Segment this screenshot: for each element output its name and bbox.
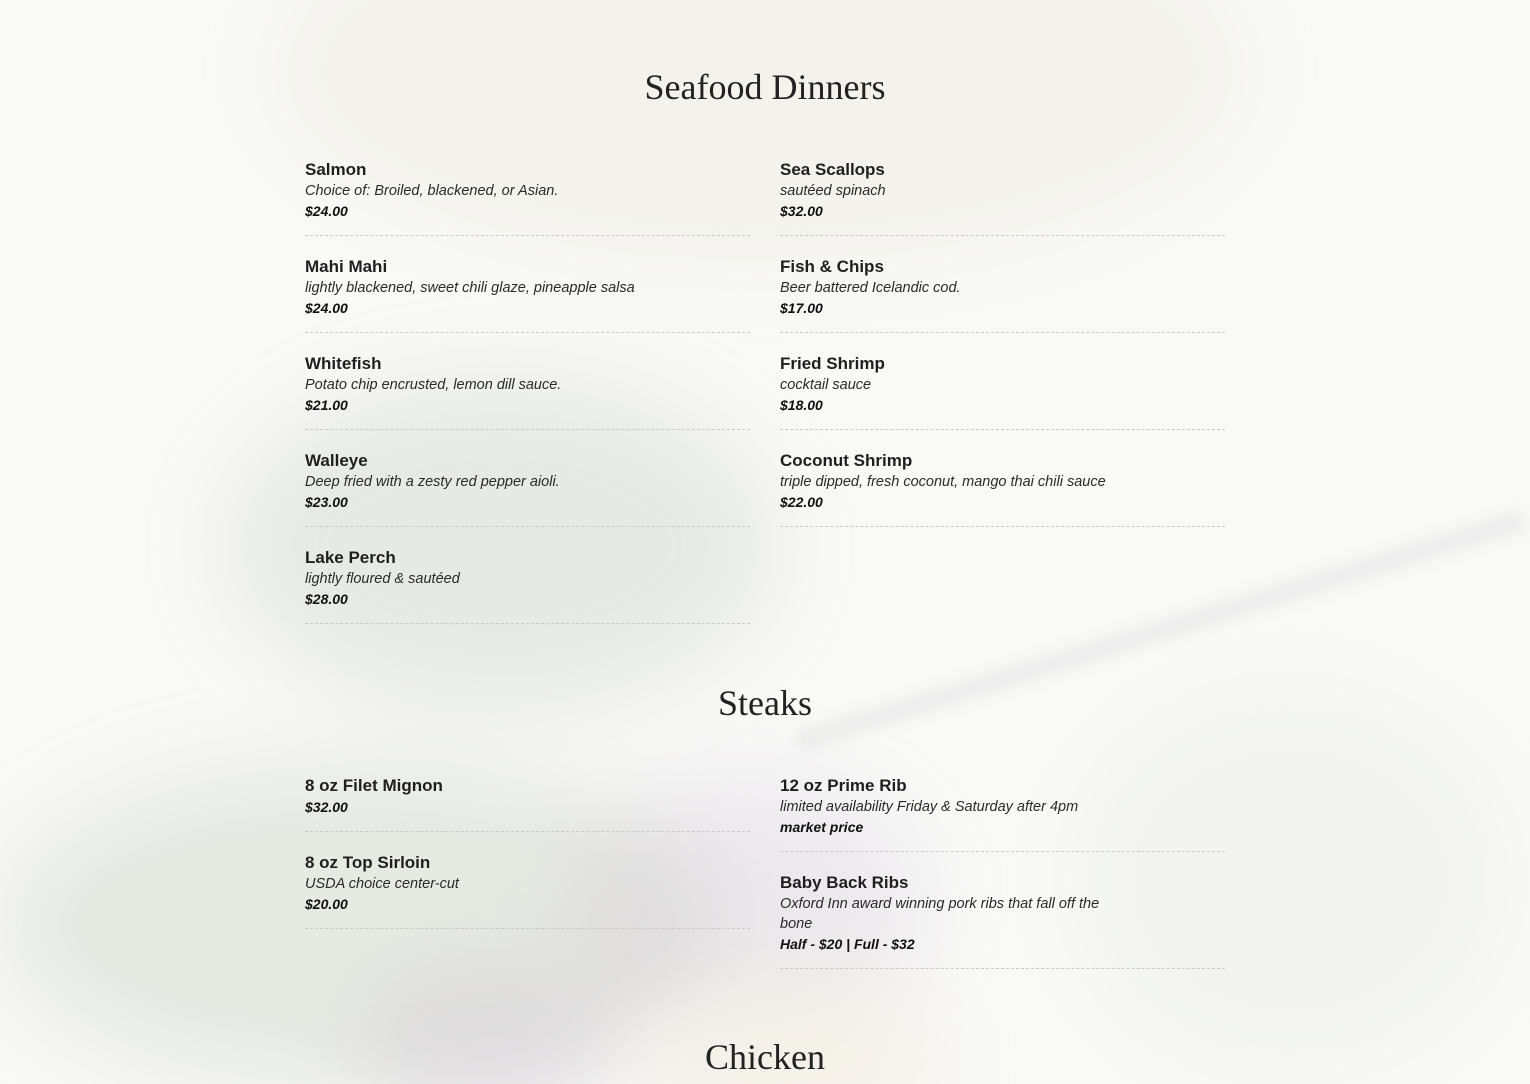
menu-item-name: Lake Perch — [305, 548, 396, 567]
menu-item-price: $22.00 — [780, 494, 823, 510]
menu-item — [780, 450, 1225, 527]
menu-item-description: cocktail sauce — [780, 377, 872, 393]
menu-item-name: 8 oz Top Sirloin — [305, 853, 431, 872]
menu-item-description: sautéed spinach — [780, 183, 886, 199]
menu-item-price: $23.00 — [305, 494, 348, 510]
steaks-right-column — [780, 775, 1225, 989]
menu-item-name: Fish & Chips — [780, 257, 884, 276]
menu-item-description: Oxford Inn award winning pork ribs that fall off the bone — [780, 896, 1100, 932]
menu-item — [780, 872, 1225, 969]
seafood-right-column — [780, 159, 1225, 547]
menu-item-price: $20.00 — [305, 896, 348, 912]
menu-item — [305, 256, 750, 333]
menu-item — [780, 159, 1225, 236]
menu-item — [780, 256, 1225, 333]
seafood-left-column — [305, 159, 750, 644]
menu-item-price: $17.00 — [780, 300, 823, 316]
menu-item-description: USDA choice center-cut — [305, 876, 459, 892]
menu-item-name: Baby Back Ribs — [780, 873, 909, 892]
menu-item-name: Fried Shrimp — [780, 354, 885, 373]
menu-item-description: limited availability Friday & Saturday after 4pm — [780, 799, 1079, 815]
menu-item-price: $21.00 — [305, 397, 348, 413]
menu-item-price: $32.00 — [780, 203, 823, 219]
menu-item-name: Sea Scallops — [780, 160, 885, 179]
menu-item-name: Walleye — [305, 451, 368, 470]
menu-item-name: Mahi Mahi — [305, 257, 388, 276]
menu-item-name: Coconut Shrimp — [780, 451, 913, 470]
menu-item-price: market price — [780, 819, 864, 835]
menu-item-name: Whitefish — [305, 354, 382, 373]
menu-item — [305, 353, 750, 430]
menu-item-price: $28.00 — [305, 591, 348, 607]
menu-item-price: $24.00 — [305, 203, 348, 219]
menu-item — [305, 852, 750, 929]
menu-item-price: $24.00 — [305, 300, 348, 316]
menu-item-description: triple dipped, fresh coconut, mango thai chili sauce — [780, 474, 1106, 490]
menu-item-description: Choice of: Broiled, blackened, or Asian. — [305, 183, 559, 199]
menu-item-price: Half - $20 | Full - $32 — [780, 936, 915, 952]
menu-item-name: Salmon — [305, 160, 367, 179]
steaks-left-column — [305, 775, 750, 949]
section-title-seafood: Seafood Dinners — [644, 67, 886, 107]
menu-item — [305, 775, 750, 832]
menu-item-description: Potato chip encrusted, lemon dill sauce. — [305, 377, 562, 393]
menu-item-name: 12 oz Prime Rib — [780, 776, 907, 795]
menu-item-description: lightly blackened, sweet chili glaze, pineapple salsa — [305, 280, 635, 296]
section-title-steaks: Steaks — [718, 683, 812, 723]
menu-item — [780, 775, 1225, 852]
menu-item-description: Beer battered Icelandic cod. — [780, 280, 961, 296]
menu-item-price: $18.00 — [780, 397, 823, 413]
menu-item-price: $32.00 — [305, 799, 348, 815]
section-title-chicken: Chicken — [705, 1037, 825, 1077]
menu-item-description: Deep fried with a zesty red pepper aioli. — [305, 474, 560, 490]
menu-item — [305, 547, 750, 624]
menu-item-name: 8 oz Filet Mignon — [305, 776, 443, 795]
menu-item — [780, 353, 1225, 430]
menu-item — [305, 450, 750, 527]
menu-item — [305, 159, 750, 236]
menu-item-description: lightly floured & sautéed — [305, 571, 460, 587]
